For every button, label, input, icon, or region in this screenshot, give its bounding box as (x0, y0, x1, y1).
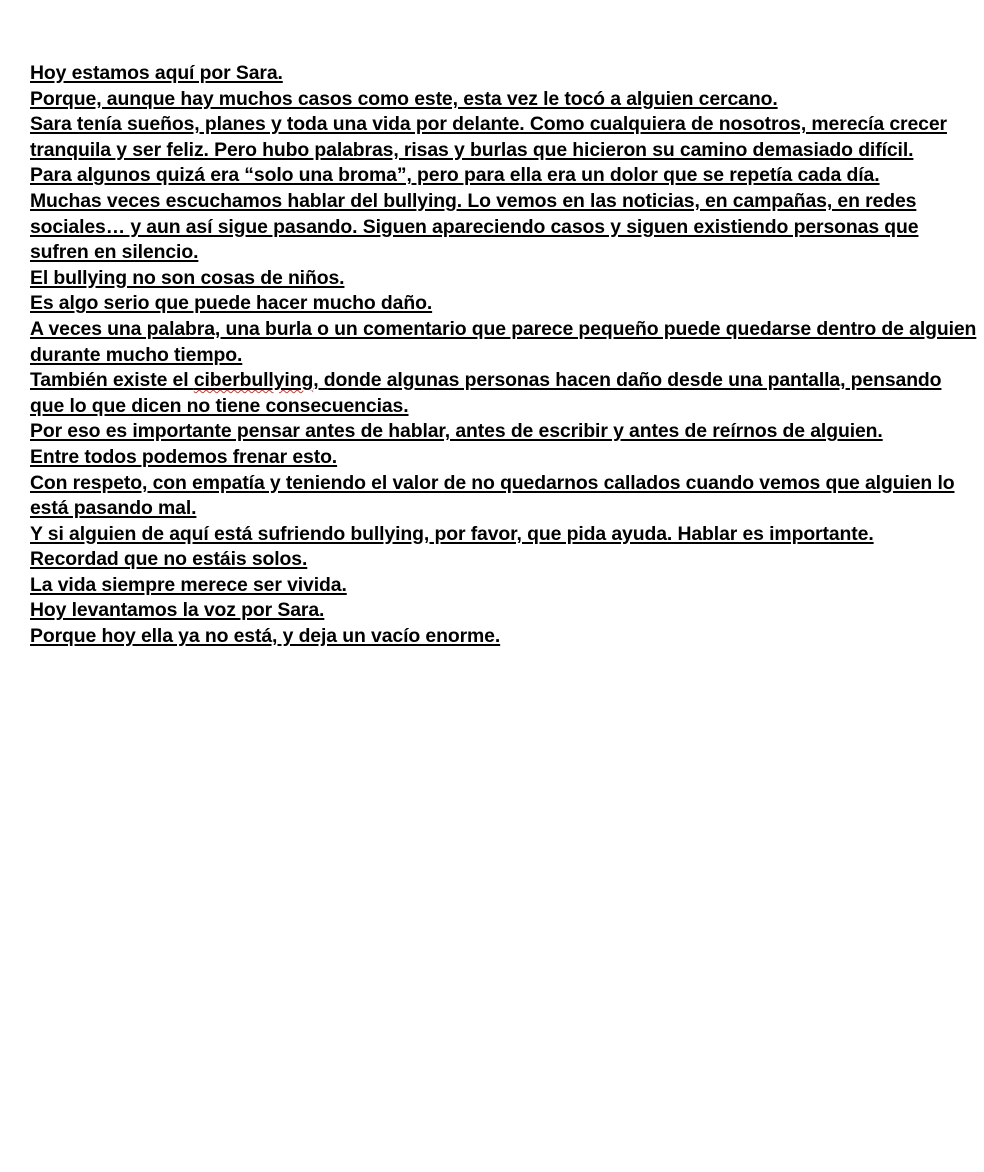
paragraph-2: Porque, aunque hay muchos casos como este, esta vez le tocó a alguien cercano. (30, 87, 778, 110)
paragraph-5: Muchas veces escuchamos hablar del bullying. Lo vemos en las noticias, en campañas, en redes sociales… y aun así sigue pasando. Siguen apareciendo casos y siguen existiendo personas que sufren en silencio. (30, 189, 919, 264)
paragraph-9-start: También existe el (30, 369, 194, 392)
paragraph-1: Hoy estamos aquí por Sara. (30, 62, 283, 84)
paragraph-9-end: , donde algunas personas hacen daño desde una pantalla, pensando que lo que dicen no tiene consecuencias. (30, 369, 942, 417)
paragraph-16: Hoy levantamos la voz por Sara. (30, 599, 325, 622)
paragraph-11: Entre todos podemos frenar esto. (30, 445, 338, 468)
paragraph-6: El bullying no son cosas de niños. (30, 266, 345, 289)
document-body[interactable] (30, 61, 978, 650)
paragraph-17: Porque hoy ella ya no está, y deja un vacío enorme. (30, 625, 501, 648)
paragraph-3: Sara tenía sueños, planes y toda una vida por delante. Como cualquiera de nosotros, merecía crecer tranquila y ser feliz. Pero hubo palabras, risas y burlas que hicieron su camino demasiado difícil. (30, 113, 947, 161)
paragraph-4: Para algunos quizá era “solo una broma”, pero para ella era un dolor que se repetía cada día. (30, 164, 880, 187)
paragraph-12: Con respeto, con empatía y teniendo el valor de no quedarnos callados cuando vemos que alguien lo está pasando mal. (30, 471, 955, 520)
paragraph-15: La vida siempre merece ser vivida. (30, 573, 347, 596)
paragraph-14: Recordad que no estáis solos. (30, 548, 308, 571)
misspelled-word[interactable]: ciberbullying (193, 369, 314, 392)
paragraph-9 (30, 368, 978, 419)
paragraph-8: A veces una palabra, una burla o un comentario que parece pequeño puede quedarse dentro de alguien durante mucho tiempo. (30, 317, 977, 366)
paragraph-13: Y si alguien de aquí está sufriendo bullying, por favor, que pida ayuda. Hablar es importante. (30, 522, 874, 545)
paragraph-10: Por eso es importante pensar antes de hablar, antes de escribir y antes de reírnos de alguien. (30, 420, 883, 443)
paragraph-7: Es algo serio que puede hacer mucho daño. (30, 292, 433, 315)
